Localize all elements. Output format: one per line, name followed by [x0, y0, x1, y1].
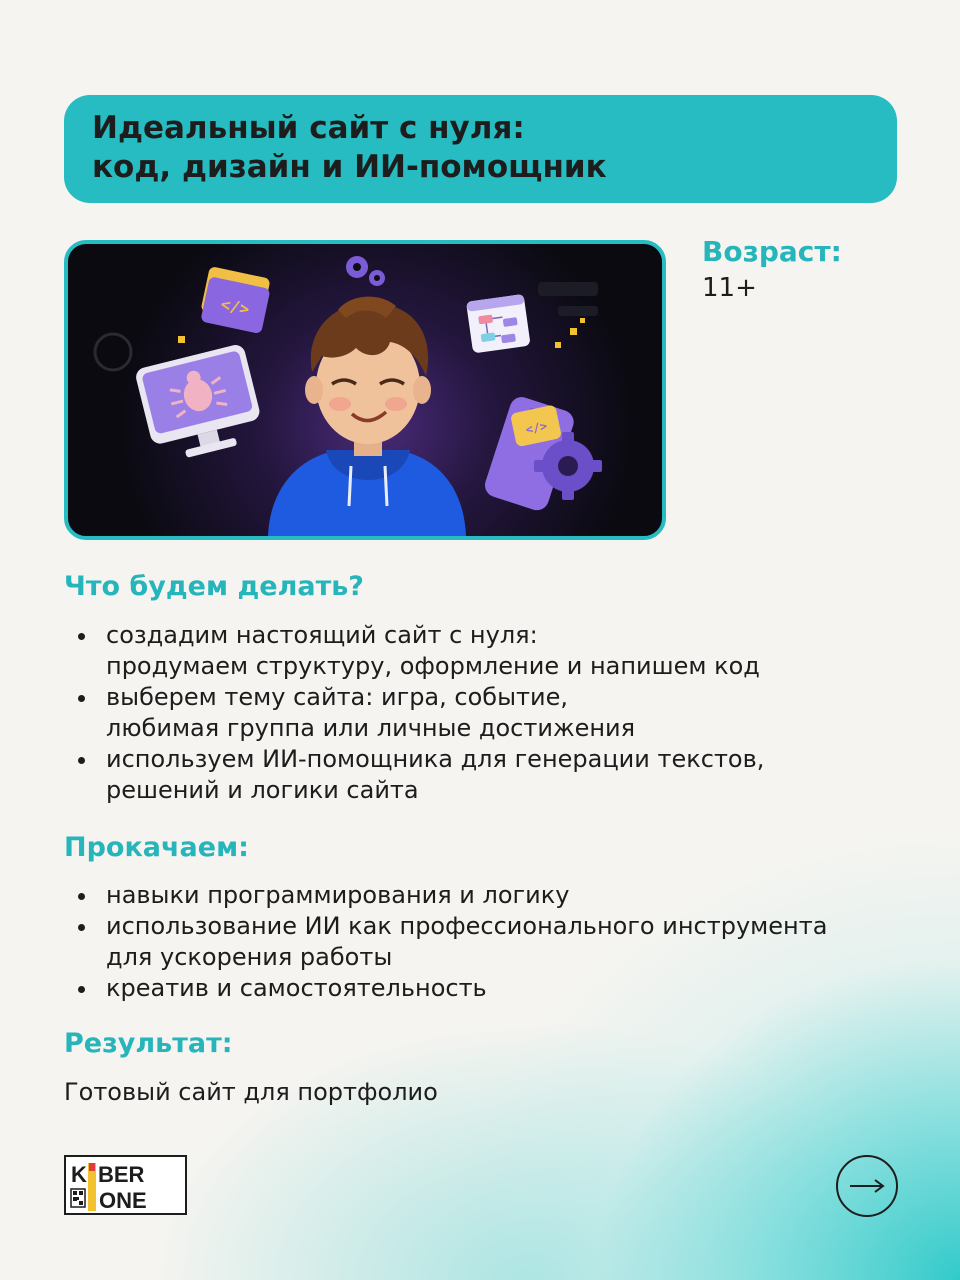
result-title: Результат: [64, 1028, 233, 1059]
list-item [78, 744, 764, 806]
svg-text:</>: </> [524, 418, 549, 437]
logo-i-accent [89, 1163, 95, 1171]
list-item-line: креатив и самостоятельность [106, 974, 487, 1002]
sparkle-1 [178, 336, 185, 343]
gears-icon [346, 256, 385, 286]
sparkle-3 [580, 318, 585, 323]
age-value: 11+ [702, 273, 757, 303]
logo-k: K [71, 1162, 87, 1187]
skills-list [78, 880, 827, 1004]
what-we-do-list [78, 620, 764, 806]
list-item-line: использование ИИ как профессионального инструмента [106, 912, 828, 940]
list-item-line: для ускорения работы [106, 943, 393, 971]
list-item [78, 973, 827, 1004]
list-item-line: создадим настоящий сайт с нуля: [106, 621, 538, 649]
page-title-line-1: Идеальный сайт с нуля: [92, 110, 525, 146]
title-banner [64, 95, 897, 203]
list-item [78, 682, 764, 744]
code-folder-icon [198, 266, 272, 334]
qr-code-icon [71, 1189, 85, 1207]
sparkle-2 [570, 328, 577, 335]
list-item-line: используем ИИ-помощника для генерации текстов, [106, 745, 765, 773]
list-item-line: решений и логики сайта [106, 776, 419, 804]
list-item [78, 880, 827, 911]
what-we-do-title: Что будем делать? [64, 571, 364, 602]
list-item-line: навыки программирования и логику [106, 881, 570, 909]
svg-text:</>: </> [218, 294, 252, 319]
sparkle-4 [555, 342, 561, 348]
bug-monitor-icon [134, 343, 266, 465]
flowchart-window-icon [466, 294, 531, 354]
logo-ber: BER [98, 1162, 145, 1187]
kiberone-logo [64, 1155, 187, 1215]
boy-character [268, 297, 466, 536]
bg-ring-icon [95, 334, 131, 370]
page-title-line-2: код, дизайн и ИИ-помощник [92, 149, 607, 185]
result-text: Готовый сайт для портфолио [64, 1078, 438, 1106]
next-button[interactable] [836, 1155, 898, 1217]
list-item [78, 911, 827, 973]
list-item [78, 620, 764, 682]
list-item-line: продумаем структуру, оформление и напишем код [106, 652, 760, 680]
hero-image [64, 240, 666, 540]
logo-one: ONE [99, 1188, 147, 1213]
list-item-line: выберем тему сайта: игра, событие, [106, 683, 568, 711]
arrow-right-icon [847, 1176, 887, 1196]
list-item-line: любимая группа или личные достижения [106, 714, 636, 742]
logo-mark [66, 1157, 185, 1213]
bg-bar-2 [558, 306, 598, 316]
bg-bar-1 [538, 282, 598, 296]
age-label: Возраст: [702, 235, 842, 268]
hero-illustration [68, 244, 662, 536]
logo-i: I [89, 1181, 90, 1182]
skills-title: Прокачаем: [64, 832, 249, 863]
